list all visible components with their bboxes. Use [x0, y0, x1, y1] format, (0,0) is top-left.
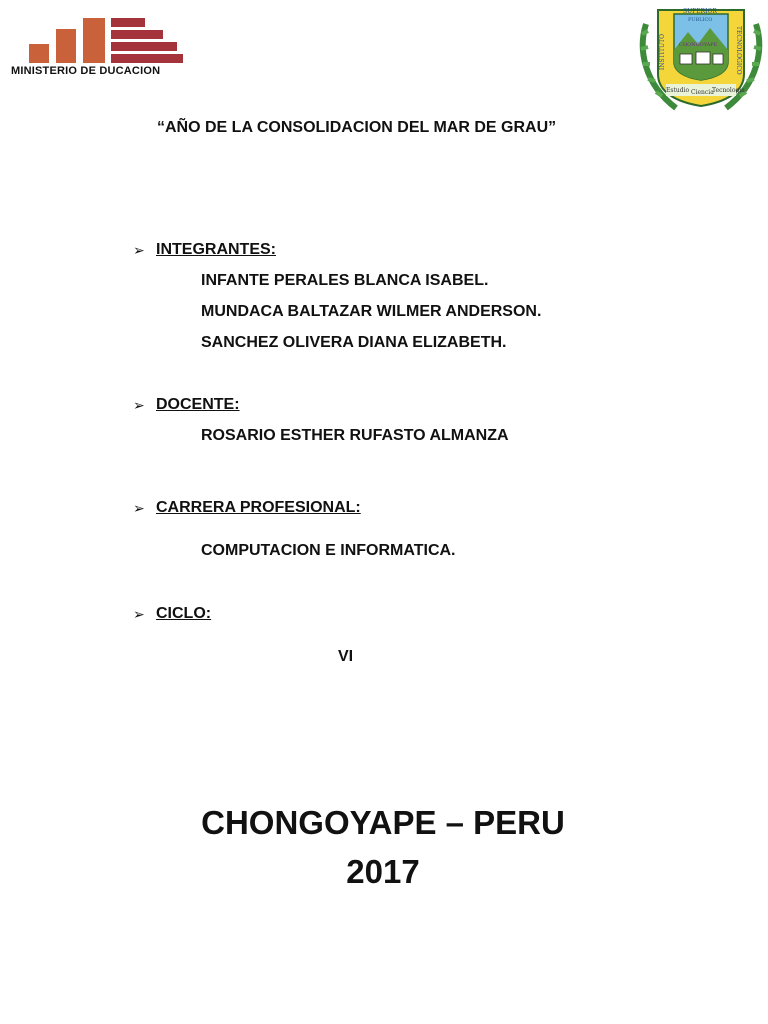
- place-title: CHONGOYAPE – PERU: [201, 804, 565, 841]
- seal-word: Estudio: [666, 87, 690, 94]
- bullet-icon: ➢: [133, 242, 145, 258]
- member-name: INFANTE PERALES BLANCA ISABEL.: [201, 272, 489, 289]
- motto: “AÑO DE LA CONSOLIDACION DEL MAR DE GRAU”: [157, 119, 557, 136]
- bullet-icon: ➢: [133, 397, 145, 413]
- seal-word: TECNOLOGICO: [735, 26, 742, 75]
- carrera-value: COMPUTACION E INFORMATICA.: [201, 542, 456, 559]
- year-title: 2017: [346, 853, 420, 890]
- bullet-icon: ➢: [133, 606, 145, 622]
- docente-name: ROSARIO ESTHER RUFASTO ALMANZA: [201, 427, 509, 444]
- carrera-label: CARRERA PROFESIONAL:: [156, 499, 361, 516]
- docente-label: DOCENTE:: [156, 396, 240, 413]
- ciclo-label: CICLO:: [156, 605, 212, 622]
- member-name: SANCHEZ OLIVERA DIANA ELIZABETH.: [201, 334, 507, 351]
- seal-word: SUPERIOR: [683, 8, 717, 15]
- ministry-logo: [8, 14, 203, 78]
- bullet-icon: ➢: [133, 500, 145, 516]
- seal-word: INSTITUTO: [659, 34, 666, 71]
- seal-word: CHONGOYAPE: [679, 42, 718, 48]
- bar-steps-icon: [8, 14, 203, 64]
- institute-seal: [636, 4, 766, 118]
- seal-word: Ciencia: [691, 89, 714, 96]
- seal-word: Tecnologia: [712, 87, 745, 94]
- integrantes-label: INTEGRANTES:: [156, 241, 276, 258]
- institute-seal-text: [636, 4, 766, 118]
- seal-word: PUBLICO: [688, 17, 713, 23]
- ministry-logo-caption: MINISTERIO DE DUCACION: [11, 65, 161, 77]
- member-name: MUNDACA BALTAZAR WILMER ANDERSON.: [201, 303, 542, 320]
- ciclo-value: VI: [338, 648, 354, 665]
